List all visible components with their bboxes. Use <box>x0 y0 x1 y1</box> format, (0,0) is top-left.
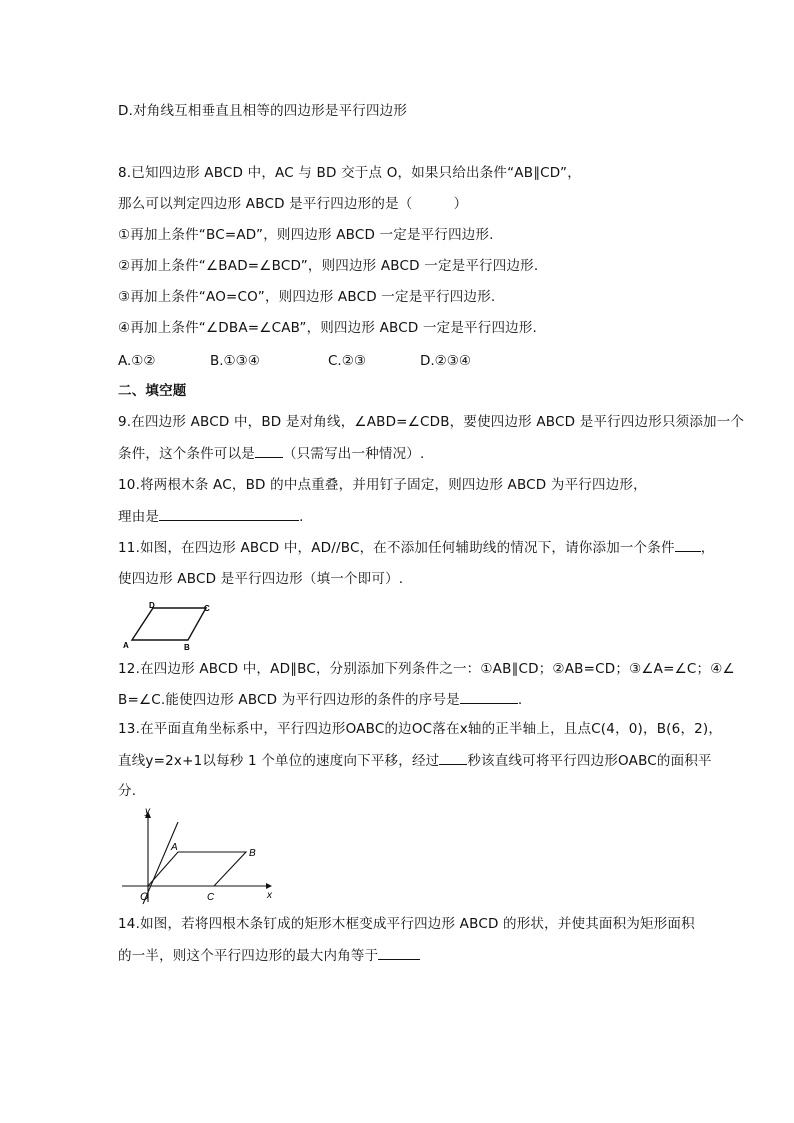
q14-line-2 <box>118 946 420 965</box>
q12-line-2 <box>118 690 522 709</box>
q12-line-1: 12.在四边形 ABCD 中，AD∥BC，分别添加下列条件之一：①AB∥CD；②AB=CD；③∠A=∠C；④∠ <box>118 661 735 677</box>
section-heading: 二、填空题 <box>118 383 187 399</box>
q8-choice-a: A.①② <box>118 353 156 369</box>
q8-choice-d: D.②③④ <box>420 353 471 369</box>
q8-choice-c: C.②③ <box>328 353 366 369</box>
q11-parallelogram-figure <box>118 600 218 652</box>
q13-label-a: A <box>171 842 178 853</box>
q8-choice-b: B.①③④ <box>210 353 260 369</box>
q10-answer-blank <box>159 507 299 521</box>
q13-line-3: 分. <box>118 783 137 799</box>
q7-option-d: D.对角线互相垂直且相等的四边形是平行四边形 <box>118 103 408 119</box>
q8-statement-4: ④再加上条件“∠DBA=∠CAB”，则四边形 ABCD 一定是平行四边形. <box>118 320 538 336</box>
q10-line-1: 10.将两根木条 AC，BD 的中点重叠，并用钉子固定，则四边形 ABCD 为平行四边形， <box>118 477 647 493</box>
q10-text-b: . <box>299 509 304 525</box>
q11-label-c: C <box>204 604 210 613</box>
q9-line-1: 9.在四边形 ABCD 中，BD 是对角线，∠ABD=∠CDB，要使四边形 ABCD 是平行四边形只须添加一个 <box>118 414 745 430</box>
q11-label-d: D <box>149 601 155 610</box>
q14-answer-blank <box>378 946 420 960</box>
q11-answer-blank <box>675 538 701 552</box>
q12-answer-blank <box>460 690 518 704</box>
q11-parallelogram-shape <box>132 608 206 640</box>
q13-text-a: 直线y=2x+1以每秒 1 个单位的速度向下平移，经过 <box>118 753 440 769</box>
q8-statement-3: ③再加上条件“AO=CO”，则四边形 ABCD 一定是平行四边形. <box>118 289 496 305</box>
q10-text-a: 理由是 <box>118 509 160 525</box>
q9-answer-blank <box>255 444 283 458</box>
q13-x-arrow <box>266 883 272 889</box>
q11-line-2: 使四边形 ABCD 是平行四边形（填一个即可）. <box>118 571 404 587</box>
q11-label-a: A <box>123 641 129 650</box>
q8-stem-line-2: 那么可以判定四边形 ABCD 是平行四边形的是（ ） <box>118 196 468 212</box>
q8-statement-2: ②再加上条件“∠BAD=∠BCD”，则四边形 ABCD 一定是平行四边形. <box>118 258 539 274</box>
q13-line-1: 13.在平面直角坐标系中，平行四边形OABC的边OC落在x轴的正半轴上，且点C(4，0)，B(6，2)， <box>118 721 723 737</box>
q13-coordinate-figure <box>118 806 278 906</box>
q8-stem-line-1: 8.已知四边形 ABCD 中，AC 与 BD 交于点 O，如果只给出条件“AB∥CD”， <box>118 165 581 181</box>
q13-label-b: B <box>249 848 256 859</box>
q11-text-b: ， <box>700 540 715 556</box>
q13-label-o: O <box>140 891 149 903</box>
q13-answer-blank <box>439 751 467 765</box>
q9-text-b: （只需写出一种情况）. <box>283 446 425 462</box>
q13-label-x: x <box>267 890 272 901</box>
q14-line-1: 14.如图，若将四根木条钉成的矩形木框变成平行四边形 ABCD 的形状，并使其面积为矩形面积 <box>118 916 695 932</box>
q9-text-a: 条件，这个条件可以是 <box>118 446 255 462</box>
q13-line-2 <box>118 751 712 770</box>
q13-text-b: 秒该直线可将平行四边形OABC的面积平 <box>467 753 712 769</box>
q13-label-y: y <box>145 806 150 817</box>
q10-line-2 <box>118 507 304 526</box>
q14-text-a: 的一半，则这个平行四边形的最大内角等于 <box>118 948 379 964</box>
q11-label-b: B <box>184 643 190 652</box>
q11-text-a: 11.如图，在四边形 ABCD 中，AD//BC，在不添加任何辅助线的情况下，请你添加一个条件 <box>118 540 675 556</box>
q8-statement-1: ①再加上条件“BC=AD”，则四边形 ABCD 一定是平行四边形. <box>118 227 494 243</box>
q12-text-a: B=∠C.能使四边形 ABCD 为平行四边形的条件的序号是 <box>118 692 460 708</box>
q13-label-c: C <box>207 892 215 903</box>
q11-line-1 <box>118 538 714 557</box>
q12-text-b: . <box>517 692 523 708</box>
q9-line-2 <box>118 444 425 463</box>
